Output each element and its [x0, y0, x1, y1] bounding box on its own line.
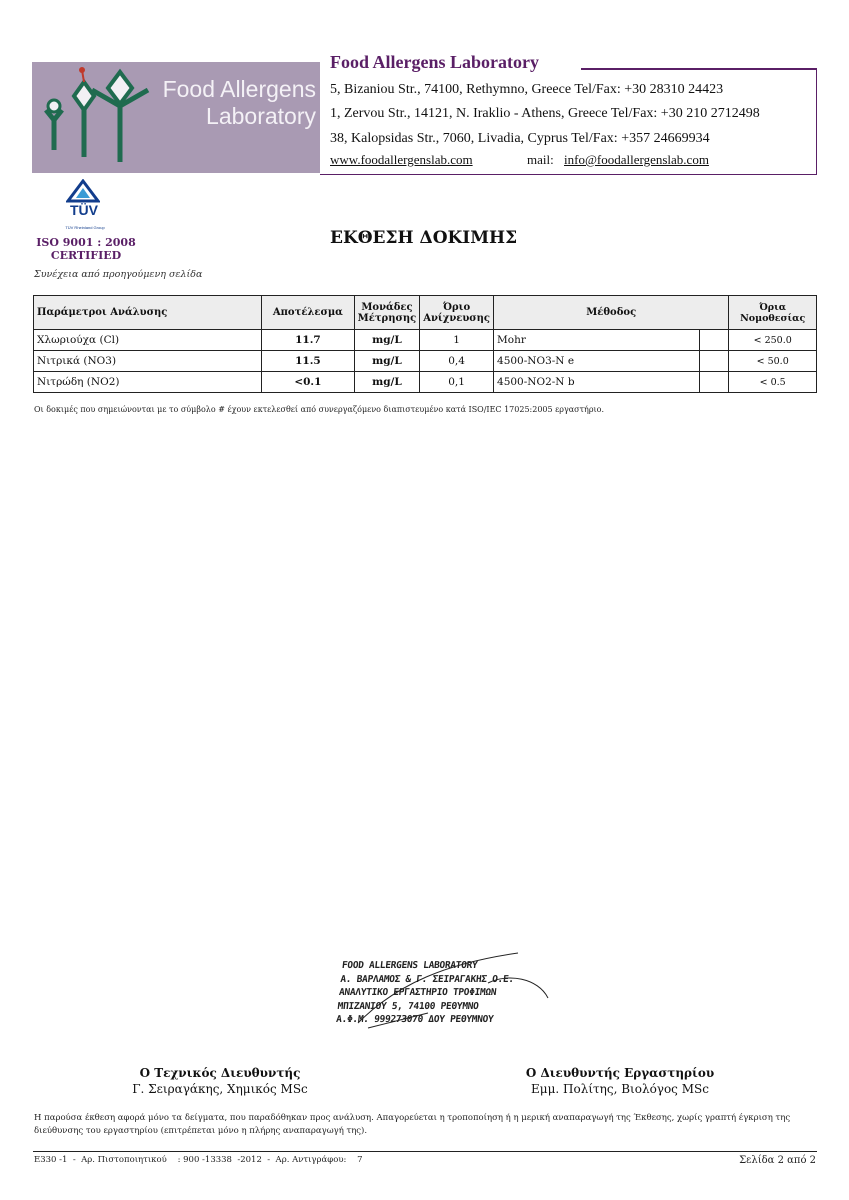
- address-cyprus: 38, Kalopsidas Str., 7060, Livadia, Cyprus Tel/Fax: +357 24669934: [330, 131, 710, 146]
- table-row: [34, 372, 817, 393]
- header-legal-line2: Νομοθεσίας: [740, 312, 806, 324]
- cell-unit: mg/L: [354, 351, 420, 372]
- header-limit: [420, 296, 494, 330]
- stamp-text: [335, 959, 532, 1027]
- stamp-line4: ΜΠΙΖΑΝΙΟΥ 5, 74100 ΡΕΘΥΜΝΟ: [337, 1000, 480, 1012]
- header-units-line1: Μονάδες: [361, 301, 413, 313]
- iso-certification: [36, 236, 136, 262]
- stamp-line5: Α.Φ.Μ. 999273070 ΔΟΥ ΡΕΘΥΜΝΟΥ: [335, 1014, 494, 1025]
- logo-text-line1: Food Allergens: [162, 76, 316, 102]
- cell-parameter: Χλωριούχα (Cl): [34, 330, 262, 351]
- cell-result: <0.1: [262, 372, 355, 393]
- tuv-group: TÜV Rheinland Group: [65, 225, 105, 230]
- header-method: Μέθοδος: [494, 296, 729, 330]
- cell-limit: 0,4: [420, 351, 494, 372]
- email-link[interactable]: info@foodallergenslab.com: [564, 152, 709, 167]
- stamp-line3: ΑΝΑΛΥΤΙΚΟ ΕΡΓΑΣΤΗΡΙΟ ΤΡΟΦΙΜΩΝ: [338, 987, 497, 998]
- cell-unit: mg/L: [354, 372, 420, 393]
- header-result: Αποτέλεσμα: [262, 296, 355, 330]
- lab-title: Food Allergens Laboratory: [330, 52, 539, 72]
- cell-method: 4500-NO2-N b: [494, 372, 700, 393]
- header-legal-limits: [729, 296, 817, 330]
- disclaimer: Η παρούσα έκθεση αφορά μόνο τα δείγματα, που παραδόθηκαν προς ανάλυση. Απαγορεύεται η τροποποίηση ή η μερική αναπαραγωγή της Έκθεσης, χωρίς γραπτή έγκριση της διεύθυνσης του εργαστηρίου (επιτρέπεται μόνο η πλήρης αναπαραγωγή της).: [34, 1113, 791, 1136]
- header-units: [354, 296, 420, 330]
- website-link[interactable]: www.foodallergenslab.com: [330, 152, 473, 167]
- cell-flag: [699, 351, 728, 372]
- logo-text-line2: Laboratory: [206, 103, 316, 129]
- tuv-name: TÜV: [70, 202, 98, 218]
- cell-flag: [699, 330, 728, 351]
- iso-line1: ISO 9001 : 2008: [36, 236, 136, 249]
- footer-rule: [33, 1151, 817, 1152]
- header-legal-line1: Όρια: [759, 301, 787, 313]
- logo-wordmark: [148, 76, 316, 130]
- mail-label: mail:: [527, 152, 554, 167]
- address-athens: 1, Zervou Str., 14121, N. Iraklio - Athens, Greece Tel/Fax: +30 210 2712498: [330, 106, 760, 121]
- cell-legal: < 50.0: [729, 351, 817, 372]
- cell-unit: mg/L: [354, 330, 420, 351]
- title-rule: [581, 68, 817, 70]
- technical-director-title: Ο Τεχνικός Διευθυντής: [139, 1066, 301, 1080]
- page-number: Σελίδα 2 από 2: [739, 1155, 816, 1166]
- header-units-line2: Μέτρησης: [357, 312, 417, 324]
- cell-limit: 0,1: [420, 372, 494, 393]
- table-header-row: [34, 296, 817, 330]
- report-title: ΕΚΘΕΣΗ ΔΟΚΙΜΗΣ: [330, 228, 518, 248]
- table-row: [34, 351, 817, 372]
- header-limit-line2: Ανίχνευσης: [423, 312, 491, 324]
- accreditation-note: Οι δοκιμές που σημειώνονται με το σύμβολο # έχουν εκτελεσθεί από συνεργαζόμενο διαπιστευμένο κατά ISO/IEC 17025:2005 εργαστήριο.: [34, 405, 605, 414]
- address-rethymno: 5, Bizaniou Str., 74100, Rethymno, Greece Tel/Fax: +30 28310 24423: [330, 82, 724, 97]
- lab-director-title: Ο Διευθυντής Εργαστηρίου: [525, 1066, 715, 1080]
- cell-flag: [699, 372, 728, 393]
- header-limit-line1: Όριο: [443, 301, 471, 313]
- cell-legal: < 0.5: [729, 372, 817, 393]
- cell-result: 11.7: [262, 330, 355, 351]
- technical-director-name: Γ. Σειραγάκης, Χημικός MSc: [132, 1082, 308, 1096]
- cell-method: 4500-NO3-N e: [494, 351, 700, 372]
- stamp-line2: Α. ΒΑΡΛΑΜΟΣ & Γ. ΣΕΙΡΑΓΑΚΗΣ Ο.Ε.: [339, 973, 515, 985]
- iso-line2: CERTIFIED: [50, 249, 122, 262]
- continued-note: Συνέχεια από προηγούμενη σελίδα: [34, 269, 203, 280]
- cell-limit: 1: [420, 330, 494, 351]
- lab-director-name: Εμμ. Πολίτης, Βιολόγος MSc: [531, 1082, 709, 1096]
- stamp-line1: FOOD ALLERGENS LABORATORY: [341, 960, 478, 971]
- results-table: [33, 295, 817, 393]
- header-parameter: Παράμετροι Ανάλυσης: [34, 296, 262, 330]
- cell-legal: < 250.0: [729, 330, 817, 351]
- certificate-info: E330 -1 - Αρ. Πιστοποιητικού : 900 -13338 -2012 - Αρ. Αντιγράφου: 7: [34, 1155, 363, 1165]
- cell-method: Mohr: [494, 330, 700, 351]
- cell-result: 11.5: [262, 351, 355, 372]
- cell-parameter: Νιτρώδη (NO2): [34, 372, 262, 393]
- table-row: [34, 330, 817, 351]
- cell-parameter: Νιτρικά (NO3): [34, 351, 262, 372]
